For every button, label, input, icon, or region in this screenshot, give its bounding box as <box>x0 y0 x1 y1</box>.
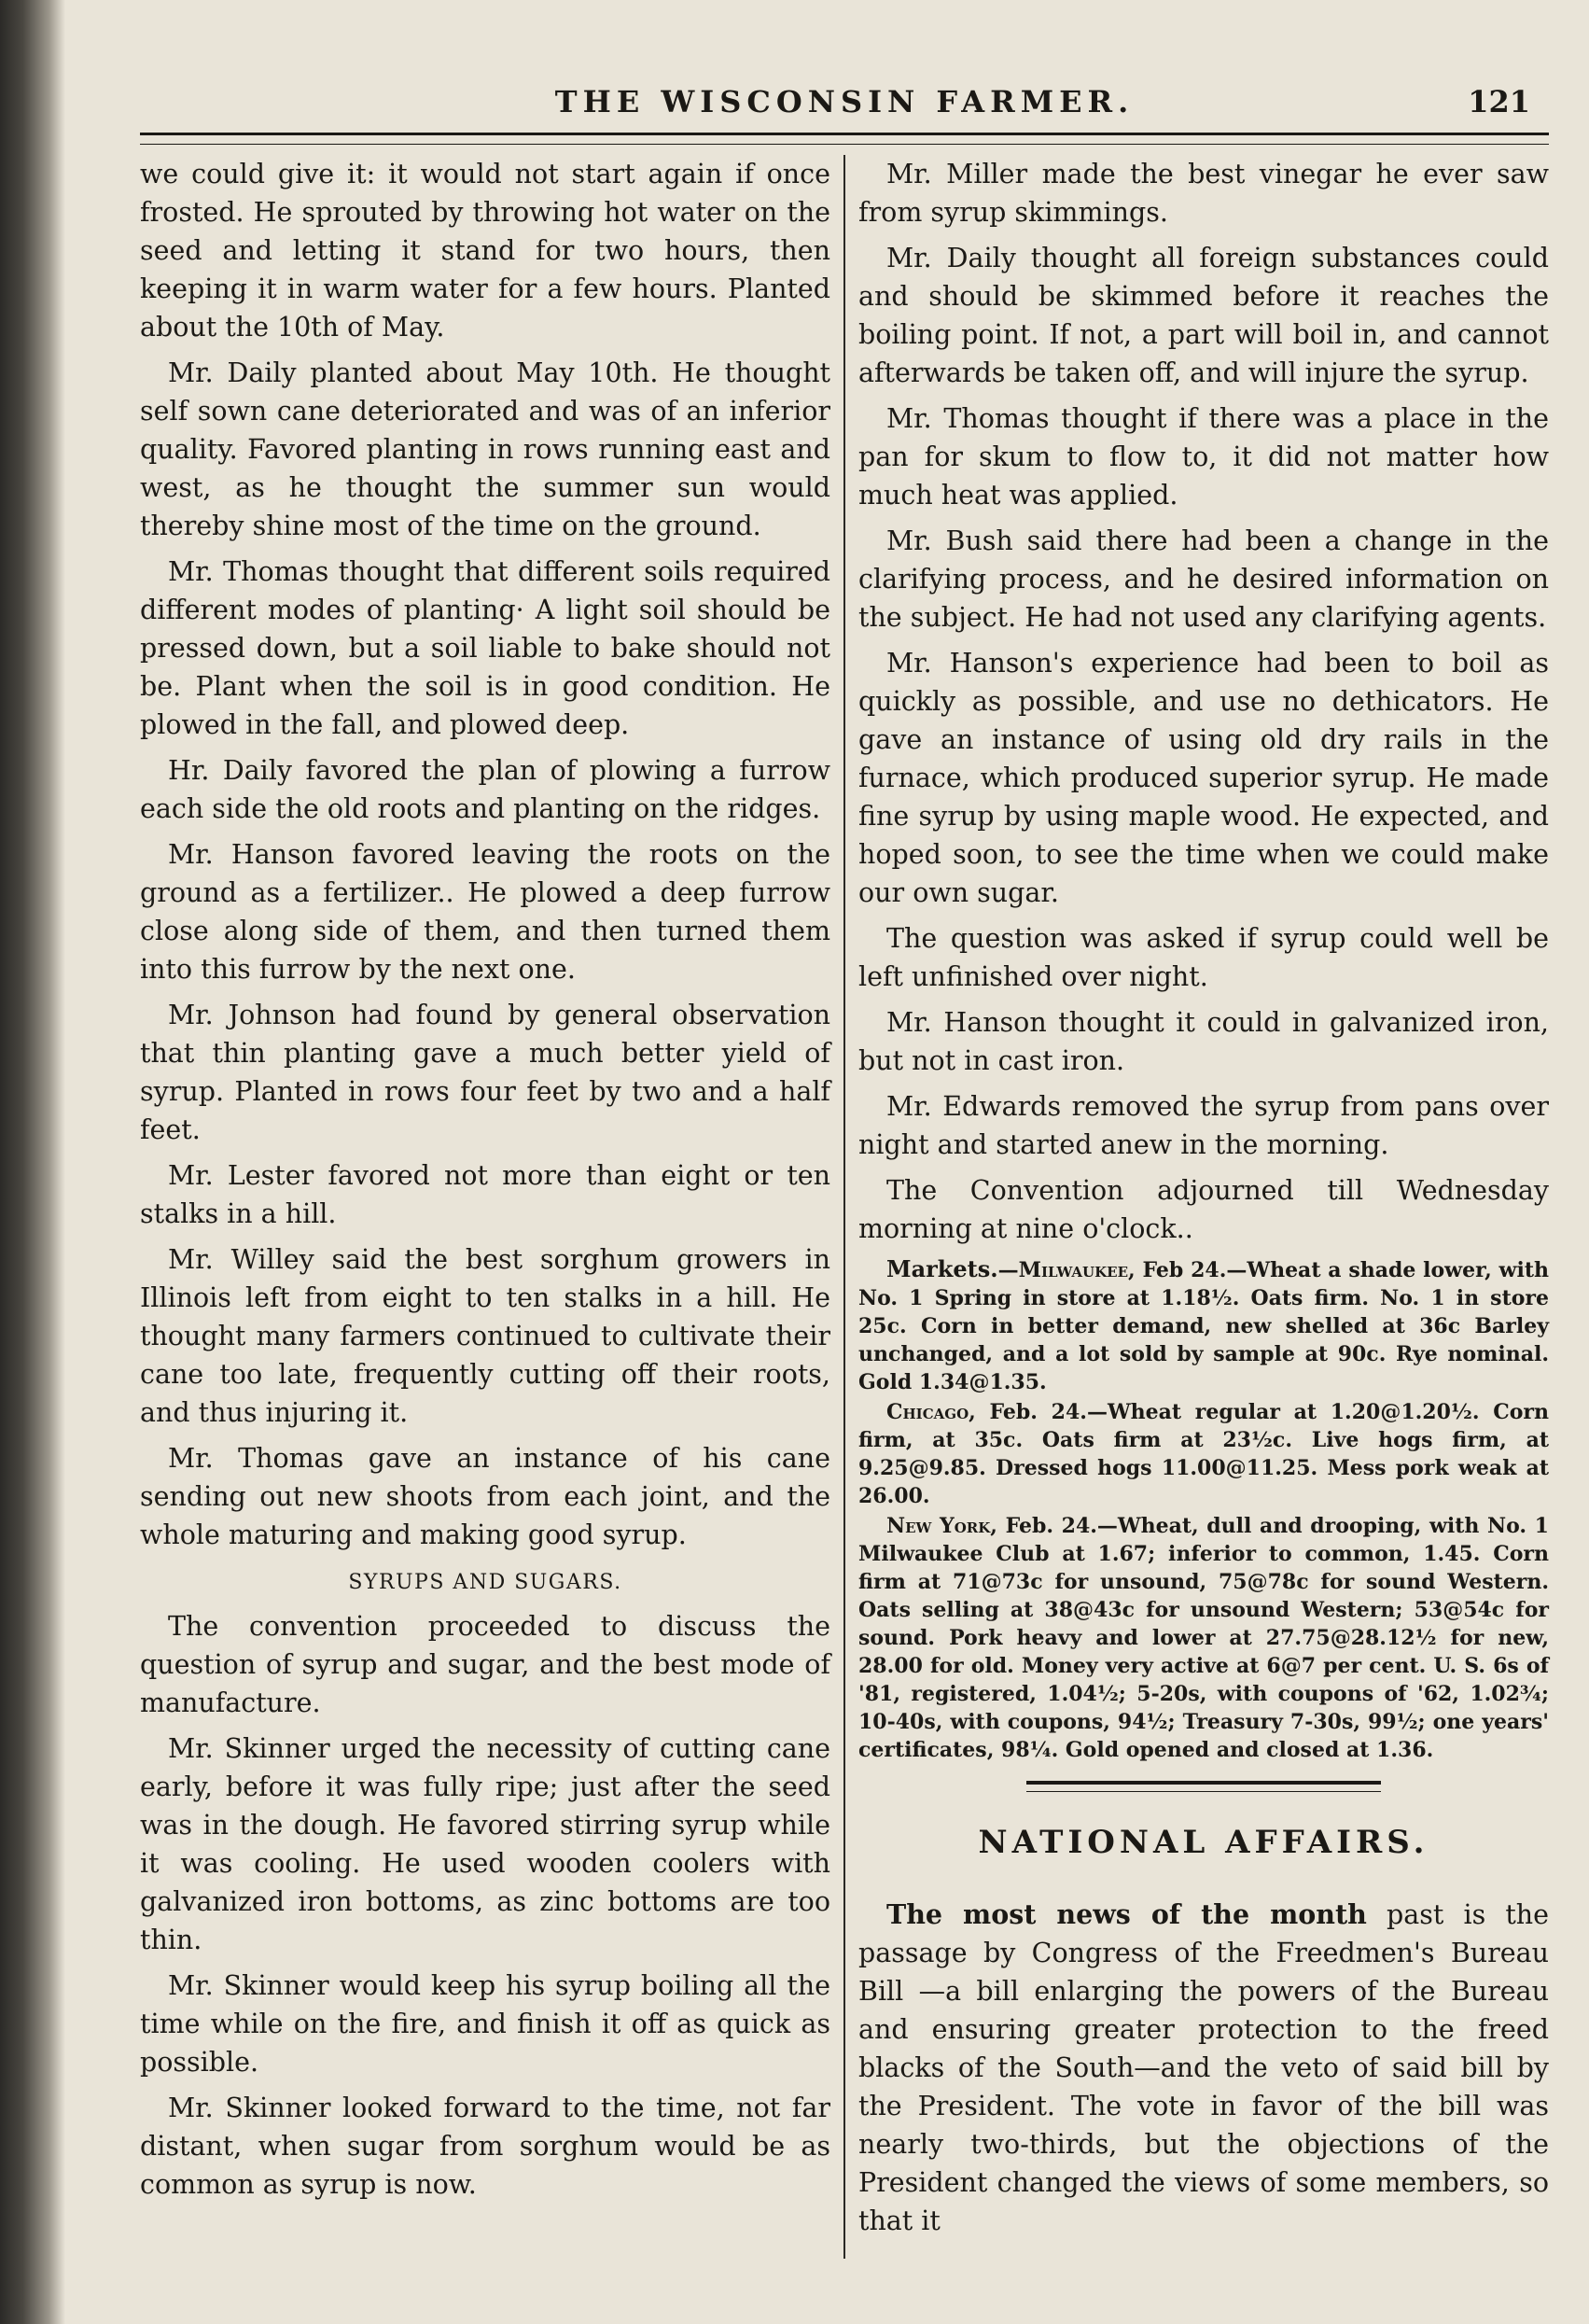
paragraph: Mr. Hanson favored leaving the roots on the ground as a fertilizer.. He plowed a deep furrow close along side of them, and then turned them into this furrow by the next one. <box>140 839 830 985</box>
markets-milwaukee-text: Feb 24.—Wheat a shade lower, with No. 1 Spring in store at 1.18½. Oats firm. No. 1 in store 25c. Corn in better demand, new shelled at 36c Barley unchanged, and a lot sold by sample at 90c. Rye nominal. Gold 1.34@1.35. <box>858 1258 1549 1394</box>
section-separator-rule <box>1026 1781 1381 1792</box>
paragraph: The Convention adjourned till Wednesday morning at nine o'clock.. <box>858 1175 1549 1244</box>
newspaper-page <box>140 75 1549 2296</box>
paragraph: Hr. Daily favored the plan of plowing a furrow each side the old roots and planting on the ridges. <box>140 755 830 824</box>
page-number: 121 <box>1468 84 1530 119</box>
paragraph: Mr. Thomas gave an instance of his cane sending out new shoots from each joint, and the whole maturing and making good syrup. <box>140 1443 830 1550</box>
markets-report <box>858 1255 1549 1764</box>
markets-newyork <box>858 1512 1549 1764</box>
header-double-rule <box>140 133 1549 145</box>
paragraph: Mr. Skinner looked forward to the time, not far distant, when sugar from sorghum would be as common as syrup is now. <box>140 2093 830 2200</box>
paragraph: Mr. Edwards removed the syrup from pans over night and started anew in the morning. <box>858 1091 1549 1160</box>
city-newyork: New York, <box>886 1514 997 1538</box>
paragraph: The convention proceeded to discuss the question of syrup and sugar, and the best mode of manufacture. <box>140 1611 830 1718</box>
markets-milwaukee <box>858 1255 1549 1396</box>
paragraph: Mr. Thomas thought that different soils required different modes of planting· A light soil should be pressed down, but a soil liable to bake should not be. Plant when the soil is in good condition. He plowed in the fall, and plowed deep. <box>140 556 830 740</box>
columns <box>140 155 1549 2296</box>
paragraph: Mr. Hanson's experience had been to boil as quickly as possible, and use no dethicators. He gave an instance of using old dry rails in the furnace, which produced superior syrup. He made fine syrup by using maple wood. He expected, and hoped soon, to see the time when we could make our own sugar. <box>858 648 1549 908</box>
markets-lead: Markets. <box>886 1255 998 1282</box>
paragraph: Mr. Daily thought all foreign substances could and should be skimmed before it reaches the boiling point. If not, a part will boil in, and cannot afterwards be taken off, and will injure the syrup. <box>858 243 1549 388</box>
paragraph: Mr. Bush said there had been a change in the clarifying process, and he desired information on the subject. He had not used any clarifying agents. <box>858 525 1549 633</box>
national-affairs-paragraph <box>858 1896 1549 2240</box>
national-affairs-heading: NATIONAL AFFAIRS. <box>978 1824 1429 1861</box>
paragraph: Mr. Skinner urged the necessity of cutting cane early, before it was fully ripe; just after the seed was in the dough. He favored stirring syrup while it was cooling. He used wooden coolers with galvanized iron bottoms, as zinc bottoms are too thin. <box>140 1733 830 1955</box>
national-affairs-lead: The most news of the month <box>886 1898 1367 1930</box>
right-column <box>858 155 1549 2296</box>
paragraph: Mr. Skinner would keep his syrup boiling all the time while on the fire, and finish it off as quick as possible. <box>140 1970 830 2078</box>
section-subhead: SYRUPS AND SUGARS. <box>348 1571 622 1594</box>
left-column <box>140 155 830 2296</box>
column-divider <box>843 155 845 2259</box>
markets-chicago-text: Feb. 24.—Wheat regular at 1.20@1.20½. Corn firm, at 35c. Oats firm at 23½c. Live hogs firm, at 9.25@9.85. Dressed hogs 11.00@11.25. Mess pork weak at 26.00. <box>858 1400 1549 1508</box>
city-milwaukee: —Milwaukee, <box>997 1258 1136 1282</box>
markets-newyork-text: Feb. 24.—Wheat, dull and drooping, with No. 1 Milwaukee Club at 1.67; inferior to common, 1.45. Corn firm at 71@73c for unsound, 75@78c for sound Western. Oats selling at 38@43c for unsound Western; 53@54c for sound. Pork heavy and lower at 27.75@28.12½ for new, 28.00 for old. Money very active at 6@7 per cent. U. S. 6s of '81, registered, 1.04½; 5-20s, with coupons of '62, 1.02¾; 10-40s, with coupons, 94½; Treasury 7-30s, 99½; one years' certificates, 98¼. Gold opened and closed at 1.36. <box>858 1514 1549 1762</box>
national-affairs-text: past is the passage by Congress of the Freedmen's Bureau Bill —a bill enlarging the powers of the Bureau and ensuring greater protection to the freed blacks of the South—and the veto of said bill by the President. The vote in favor of the bill was nearly two-thirds, but the objections of the President changed the views of some members, so that it <box>858 1899 1549 2236</box>
book-binding-shadow <box>0 0 65 2324</box>
paragraph: Mr. Miller made the best vinegar he ever saw from syrup skimmings. <box>858 159 1549 228</box>
publication-title: THE WISCONSIN FARMER. <box>554 84 1135 119</box>
paragraph: Mr. Thomas thought if there was a place in the pan for skum to flow to, it did not matter how much heat was applied. <box>858 403 1549 511</box>
paragraph: Mr. Johnson had found by general observation that thin planting gave a much better yield of syrup. Planted in rows four feet by two and a half feet. <box>140 1000 830 1145</box>
paragraph: Mr. Daily planted about May 10th. He thought self sown cane deteriorated and was of an inferior quality. Favored planting in rows running east and west, as he thought the summer sun would thereby shine most of the time on the ground. <box>140 357 830 541</box>
paragraph: Mr. Willey said the best sorghum growers in Illinois left from eight to ten stalks in a hill. He thought many farmers continued to cultivate their cane too late, frequently cutting off their roots, and thus injuring it. <box>140 1244 830 1428</box>
paragraph: Mr. Lester favored not more than eight or ten stalks in a hill. <box>140 1160 830 1229</box>
city-chicago: Chicago, <box>886 1400 976 1424</box>
paragraph: we could give it: it would not start again if once frosted. He sprouted by throwing hot water on the seed and letting it stand for two hours, then keeping it in warm water for a few hours. Planted about the 10th of May. <box>140 159 830 343</box>
paragraph: The question was asked if syrup could well be left unfinished over night. <box>858 923 1549 992</box>
markets-chicago <box>858 1398 1549 1510</box>
paragraph: Mr. Hanson thought it could in galvanized iron, but not in cast iron. <box>858 1007 1549 1076</box>
page-header <box>140 75 1549 131</box>
